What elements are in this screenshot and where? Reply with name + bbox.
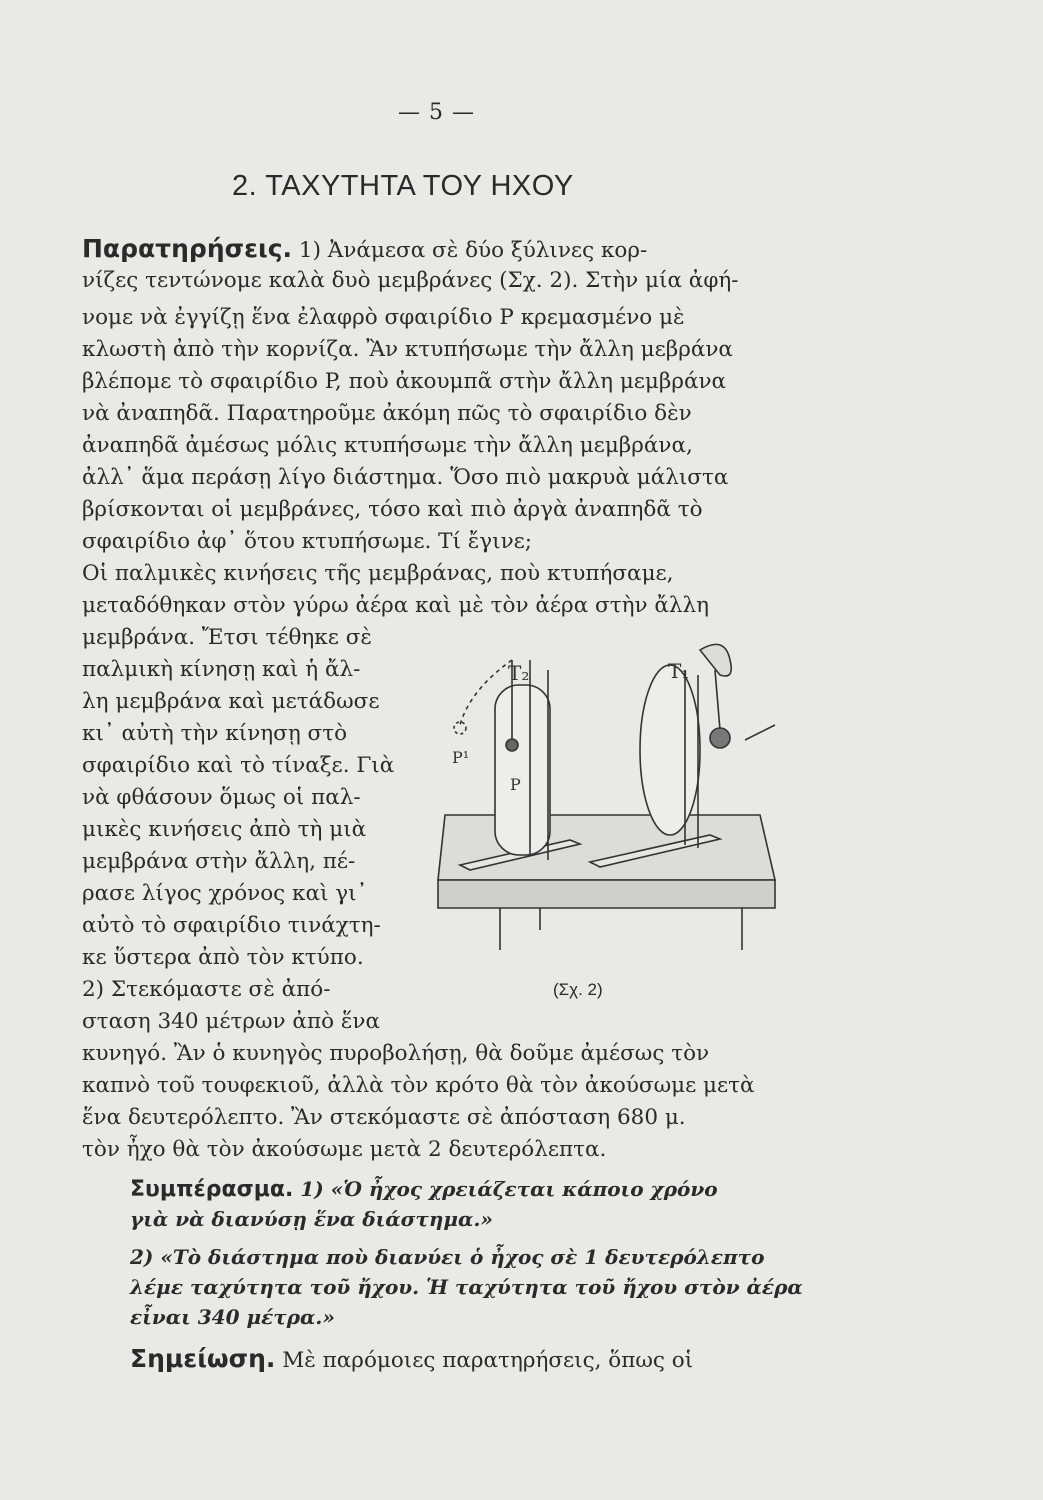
text-line: μικὲς κινήσεις ἀπὸ τὴ μιὰ bbox=[82, 817, 367, 842]
conclusion-line: 2) «Τὸ διάστημα ποὺ διανύει ὁ ἦχος σὲ 1 δευτερόλεπτο bbox=[130, 1245, 765, 1269]
hammer-head-shape bbox=[710, 728, 730, 748]
text-line: ἀλλ᾿ ἅμα περάσῃ λίγο διάστημα. Ὅσο πιὸ μακρυὰ μάλιστα bbox=[82, 465, 729, 490]
note-heading: Σημείωση. bbox=[130, 1344, 276, 1373]
text-line: λη μεμβράνα καὶ μετάδωσε bbox=[82, 689, 380, 714]
text-line: νὰ ἀναπηδᾶ. Παρατηροῦμε ἀκόμη πῶς τὸ σφαιρίδιο δὲν bbox=[82, 401, 692, 426]
figure-membranes bbox=[430, 630, 790, 960]
label-p: P bbox=[510, 775, 521, 794]
observations-heading: Παρατηρήσεις. bbox=[82, 234, 293, 263]
text-line: ἀναπηδᾶ ἀμέσως μόλις κτυπήσωμε τὴν ἄλλη μεμβράνα, bbox=[82, 433, 693, 458]
ball-p-shape bbox=[506, 739, 518, 751]
label-p-prime: P¹ bbox=[452, 748, 470, 767]
figure-caption: (Σχ. 2) bbox=[553, 980, 603, 999]
text-line: τὸν ἦχο θὰ τὸν ἀκούσωμε μετὰ 2 δευτερόλεπτα. bbox=[82, 1137, 607, 1162]
frame-t1-shape bbox=[640, 665, 700, 835]
hammer-handle-line bbox=[715, 670, 720, 730]
text-line: μεταδόθηκαν στὸν γύρω ἀέρα καὶ μὲ τὸν ἀέρα στὴν ἄλλη bbox=[82, 593, 710, 618]
table-front-shape bbox=[438, 880, 775, 908]
label-t1: T₁ bbox=[668, 659, 690, 683]
note-line bbox=[130, 1346, 693, 1374]
text-line: σφαιρίδιο ἀφ᾿ ὅτου κτυπήσωμε. Τί ἔγινε; bbox=[82, 529, 533, 554]
conclusion-line: εἶναι 340 μέτρα.» bbox=[130, 1305, 335, 1329]
text-line: 2) Στεκόμαστε σὲ ἀπό- bbox=[82, 977, 331, 1002]
text-line: ἕνα δευτερόλεπτο. Ἂν στεκόμαστε σὲ ἀπόσταση 680 μ. bbox=[82, 1105, 686, 1130]
membrane-apparatus-illustration bbox=[430, 630, 790, 960]
text-line: κυνηγό. Ἂν ὁ κυνηγὸς πυροβολήσῃ, θὰ δοῦμε ἀμέσως τὸν bbox=[82, 1041, 710, 1066]
text-line: ρασε λίγος χρόνος καὶ γι᾿ bbox=[82, 881, 368, 906]
page-number: — 5 — bbox=[398, 100, 475, 125]
text-line: σφαιρίδιο καὶ τὸ τίναξε. Γιὰ bbox=[82, 753, 395, 778]
text-line: μεμβράνα στὴν ἄλλη, πέ- bbox=[82, 849, 356, 874]
observations-first-line bbox=[82, 236, 647, 264]
conclusion-line: λέμε ταχύτητα τοῦ ἤχου. Ἡ ταχύτητα τοῦ ἤχου στὸν ἀέρα bbox=[130, 1275, 803, 1299]
text-line: νὰ φθάσουν ὅμως οἱ παλ- bbox=[82, 785, 361, 810]
table-top-shape bbox=[438, 815, 775, 880]
text-line: Οἱ παλμικὲς κινήσεις τῆς μεμβράνας, ποὺ κτυπήσαμε, bbox=[82, 561, 674, 586]
frame-t2-shape bbox=[495, 685, 550, 855]
note-text: Μὲ παρόμοιες παρατηρήσεις, ὅπως οἱ bbox=[275, 1348, 694, 1373]
observations-line-0: 1) Ἀνάμεσα σὲ δύο ξύλινες κορ- bbox=[292, 238, 648, 263]
text-line: κλωστὴ ἀπὸ τὴν κορνίζα. Ἂν κτυπήσωμε τὴν ἄλλη μεβράνα bbox=[82, 337, 733, 362]
text-line: καπνὸ τοῦ τουφεκιοῦ, ἀλλὰ τὸν κρότο θὰ τὸν ἀκούσωμε μετὰ bbox=[82, 1073, 755, 1098]
conclusion-line-1: 1) «Ὁ ἦχος χρειάζεται κάποιο χρόνο bbox=[293, 1177, 718, 1201]
motion-arrow-line bbox=[745, 725, 775, 740]
chapter-title: 2. ΤΑΧΥΤΗΤΑ ΤΟΥ ΗΧΟΥ bbox=[232, 170, 574, 202]
text-line: νίζες τεντώνομε καλὰ δυὸ μεμβράνες (Σχ. 2). Στὴν μία ἀφή- bbox=[82, 268, 739, 293]
label-t2: T₂ bbox=[508, 661, 530, 685]
text-line: αὐτὸ τὸ σφαιρίδιο τινάχτη- bbox=[82, 913, 381, 938]
text-line: κι᾿ αὐτὴ τὴν κίνησῃ στὸ bbox=[82, 721, 348, 746]
conclusion-heading: Συμπέρασμα. bbox=[130, 1177, 294, 1202]
text-line: βλέπομε τὸ σφαιρίδιο P, ποὺ ἀκουμπᾶ στὴν ἄλλη μεμβράνα bbox=[82, 369, 727, 394]
text-line: σταση 340 μέτρων ἀπὸ ἕνα bbox=[82, 1009, 380, 1034]
text-line: παλμικὴ κίνησῃ καὶ ἡ ἄλ- bbox=[82, 657, 361, 682]
text-line: κε ὕστερα ἀπὸ τὸν κτύπο. bbox=[82, 945, 364, 970]
text-line: νομε νὰ ἐγγίζῃ ἕνα ἐλαφρὸ σφαιρίδιο P κρεμασμένο μὲ bbox=[82, 305, 685, 330]
conclusion-first-line bbox=[130, 1176, 718, 1203]
text-line: μεμβράνα. Ἔτσι τέθηκε σὲ bbox=[82, 625, 372, 650]
text-line: βρίσκονται οἱ μεμβράνες, τόσο καὶ πιὸ ἀργὰ ἀναπηδᾶ τὸ bbox=[82, 497, 703, 522]
conclusion-line: γιὰ νὰ διανύσῃ ἕνα διάστημα.» bbox=[130, 1207, 493, 1231]
